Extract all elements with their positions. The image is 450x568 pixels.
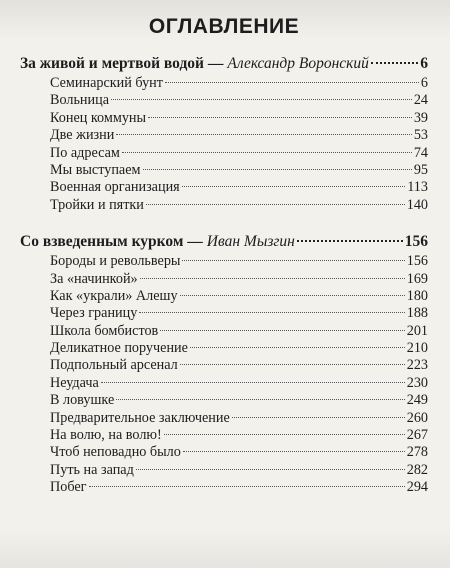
leader-dots xyxy=(180,294,405,296)
toc-entry xyxy=(50,410,428,427)
entry-page: 294 xyxy=(406,479,428,496)
toc-entry xyxy=(50,288,428,305)
entry-page: 113 xyxy=(407,179,428,196)
toc-entry xyxy=(50,305,428,322)
leader-dots xyxy=(297,239,403,242)
section-2-entries xyxy=(50,253,428,496)
entry-page: 223 xyxy=(406,357,428,374)
entry-page: 24 xyxy=(413,92,428,109)
leader-dots xyxy=(183,450,405,452)
entry-title: По адресам xyxy=(50,144,120,161)
page-title: ОГЛАВЛЕНИЕ xyxy=(148,15,300,38)
toc-entry xyxy=(50,427,428,444)
section-2 xyxy=(20,230,428,496)
entry-page: 74 xyxy=(413,144,428,161)
toc-entry xyxy=(50,110,428,127)
entry-title: Через границу xyxy=(50,305,138,322)
entry-title: Конец коммуны xyxy=(50,109,147,126)
entry-page: 6 xyxy=(420,75,428,91)
toc-entry xyxy=(50,75,428,92)
section-author: Александр Воронский xyxy=(227,55,369,72)
entry-title: Неудача xyxy=(50,374,99,391)
entry-page: 210 xyxy=(406,340,428,357)
leader-dots xyxy=(122,151,412,153)
toc-entry xyxy=(50,479,428,496)
leader-dots xyxy=(190,346,405,348)
leader-dots xyxy=(111,98,412,100)
entry-title: Подпольный арсенал xyxy=(50,357,178,374)
entry-title: Две жизни xyxy=(50,127,115,144)
leader-dots xyxy=(116,398,404,400)
toc-entry xyxy=(50,127,428,144)
entry-page: 230 xyxy=(406,374,428,391)
toc-entry xyxy=(50,375,428,392)
leader-dots xyxy=(160,329,404,331)
table-of-contents xyxy=(20,14,428,513)
entry-title: Мы выступаем xyxy=(50,161,141,178)
section-title: Со взведенным курком — xyxy=(20,233,203,251)
leader-dots xyxy=(146,203,405,205)
entry-title: Как «украли» Алешу xyxy=(50,287,178,304)
entry-title: Деликатное поручение xyxy=(50,340,188,357)
entry-page: 267 xyxy=(406,427,428,444)
section-heading xyxy=(20,230,428,253)
toc-entry xyxy=(50,444,428,461)
entry-title: За «начинкой» xyxy=(50,270,138,287)
leader-dots xyxy=(182,185,406,187)
entry-title: Школа бомбистов xyxy=(50,322,159,339)
entry-page: 95 xyxy=(413,161,428,178)
entry-title: Побег xyxy=(50,479,87,496)
entry-page: 180 xyxy=(406,287,428,304)
toc-entry xyxy=(50,92,428,109)
entry-title: Путь на запад xyxy=(50,461,134,478)
leader-dots xyxy=(139,311,404,313)
leader-dots xyxy=(182,259,404,261)
entry-title: Вольница xyxy=(50,92,109,109)
leader-dots xyxy=(136,468,405,470)
leader-dots xyxy=(371,61,418,64)
entry-page: 156 xyxy=(406,253,428,270)
toc-entry xyxy=(50,392,428,409)
leader-dots xyxy=(164,433,405,435)
entry-title: На волю, на волю! xyxy=(50,427,162,444)
leader-dots xyxy=(116,133,411,135)
leader-dots xyxy=(143,168,412,170)
leader-dots xyxy=(180,363,405,365)
entry-title: Предварительное заключение xyxy=(50,409,230,426)
leader-dots xyxy=(165,81,419,83)
toc-entry xyxy=(50,162,428,179)
page-bottom-bleed xyxy=(0,528,450,568)
section-page: 6 xyxy=(420,55,428,72)
section-heading xyxy=(20,52,428,75)
entry-page: 282 xyxy=(406,461,428,478)
toc-entry xyxy=(50,340,428,357)
entry-page: 188 xyxy=(406,305,428,322)
entry-title: Чтоб неповадно было xyxy=(50,444,181,461)
section-1 xyxy=(20,52,428,214)
toc-entry xyxy=(50,179,428,196)
toc-entry xyxy=(50,323,428,340)
section-author: Иван Мызгин xyxy=(206,233,295,251)
section-title: За живой и мертвой водой — xyxy=(20,55,224,72)
entry-page: 53 xyxy=(413,127,428,144)
toc-entry xyxy=(50,253,428,270)
leader-dots xyxy=(232,416,405,418)
leader-dots xyxy=(148,116,412,118)
leader-dots xyxy=(89,485,405,487)
entry-title: Военная организация xyxy=(50,179,180,196)
entry-title: Бороды и револьверы xyxy=(50,253,181,270)
entry-page: 278 xyxy=(406,444,428,461)
entry-title: В ловушке xyxy=(50,392,115,409)
entry-page: 201 xyxy=(406,322,428,339)
toc-entry xyxy=(50,197,428,214)
toc-entry xyxy=(50,145,428,162)
toc-entry xyxy=(50,357,428,374)
entry-page: 140 xyxy=(406,196,428,213)
entry-page: 249 xyxy=(406,392,428,409)
entry-page: 260 xyxy=(406,409,428,426)
toc-entry xyxy=(50,271,428,288)
section-1-entries xyxy=(50,75,428,214)
leader-dots xyxy=(101,381,405,383)
section-page: 156 xyxy=(404,233,428,251)
entry-page: 39 xyxy=(413,109,428,126)
entry-title: Тройки и пятки xyxy=(50,196,144,213)
entry-page: 169 xyxy=(406,270,428,287)
toc-entry xyxy=(50,462,428,479)
leader-dots xyxy=(140,277,405,279)
entry-title: Семинарский бунт xyxy=(50,75,163,91)
